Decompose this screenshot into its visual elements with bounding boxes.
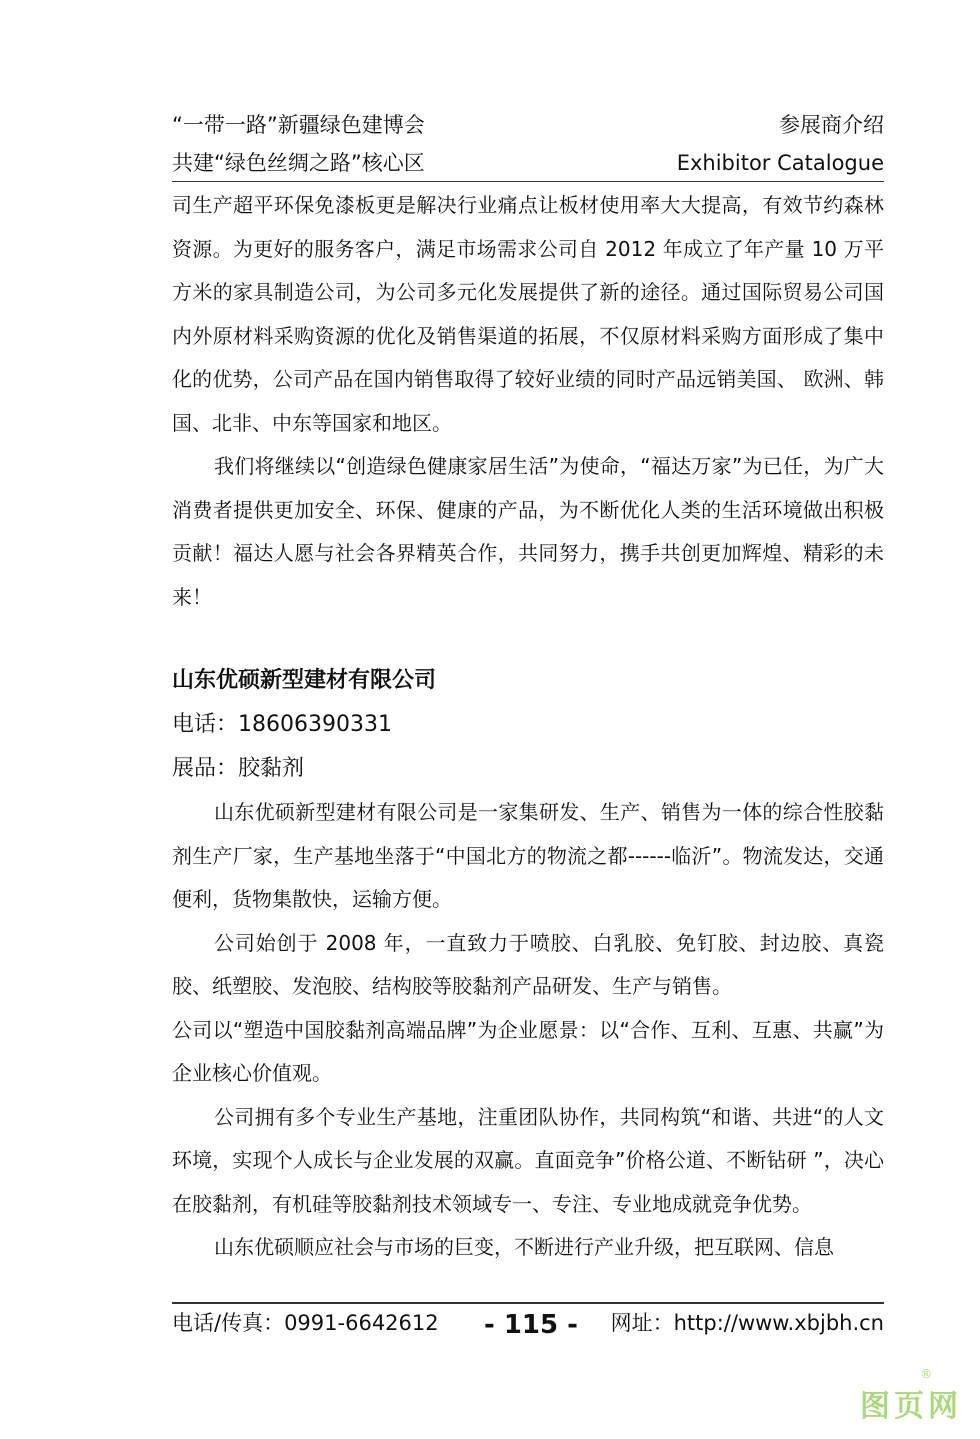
section-spacer xyxy=(172,619,884,659)
header-divider xyxy=(172,181,884,182)
header-section-subtitle: Exhibitor Catalogue xyxy=(676,151,884,175)
header-event-subtitle: 共建“绿色丝绸之路”核心区 xyxy=(172,151,425,175)
footer-divider xyxy=(172,1302,884,1304)
paragraph-intro: 山东优硕新型建材有限公司是一家集研发、生产、销售为一体的综合性胶黏剂生产厂家，生产基地坐落于“中国北方的物流之都------临沂”。物流发达，交通便利，货物集散快，运输方便。 xyxy=(172,800,884,911)
paragraph-continued: 司生产超平环保免漆板更是解决行业痛点让板材使用率大大提高，有效节约森林资源。为更好的服务客户，满足市场需求公司自 2012 年成立了年产量 10 万平方米的家具制造公司，为公司多元化发展提供了新的途径。通过国际贸易公司国内外原材料采购资源的优化及销售渠道的拓展，不仅原材料采购方面形成了集中化的优势，公司产品在国内销售取得了较好业绩的同时产品远销美国、 欧洲、韩国、北非、中东等国家和地区。 xyxy=(172,193,884,435)
paragraph-vision: 公司以“塑造中国胶黏剂高端品牌”为企业愿景：以“合作、互利、互惠、共赢”为企业核心价值观。 xyxy=(172,1017,884,1085)
page-footer xyxy=(172,1306,884,1342)
company-heading: 山东优硕新型建材有限公司 xyxy=(172,668,437,693)
paragraph-mission: 我们将继续以“创造绿色健康家居生活”为使命，“福达万家”为已任，为广大消费者提供更加安全、环保、健康的产品，为不断优化人类的生活环境做出积极贡献！福达人愿与社会各界精英合作，共同努力，携手共创更加辉煌、精彩的未来！ xyxy=(172,454,884,609)
page-body xyxy=(172,184,884,1270)
paragraph-upgrade: 山东优硕顺应社会与市场的巨变，不断进行产业升级，把互联网、信息 xyxy=(214,1235,834,1259)
header-event-title: “一带一路”新疆绿色建博会 xyxy=(172,113,425,137)
page-header xyxy=(172,106,884,182)
company-phone: 电话：18606390331 xyxy=(172,712,392,737)
paragraph-culture: 公司拥有多个专业生产基地，注重团队协作，共同构筑“和谐、共进“的人文环境，实现个人成长与企业发展的双赢。直面竞争”价格公道、不断钻研 ”，决心在胶黏剂，有机硅等胶黏剂技术领域专一、专注、专业地成就竞争优势。 xyxy=(172,1104,884,1216)
watermark-text: 图页网 xyxy=(860,1389,962,1424)
registered-mark: ® xyxy=(920,1367,932,1381)
paragraph-history: 公司始创于 2008 年，一直致力于喷胶、白乳胶、免钉胶、封边胶、真瓷胶、纸塑胶、发泡胶、结构胶等胶黏剂产品研发、生产与销售。 xyxy=(172,930,884,998)
footer-phone: 电话/传真：0991-6642612 xyxy=(172,1311,439,1335)
footer-website: 网址：http://www.xbjbh.cn xyxy=(610,1311,884,1335)
page-number: - 115 - xyxy=(484,1310,578,1340)
company-product: 展品：胶黏剂 xyxy=(172,756,305,781)
watermark-logo xyxy=(860,1367,962,1425)
header-section-title: 参展商介绍 xyxy=(779,113,884,137)
